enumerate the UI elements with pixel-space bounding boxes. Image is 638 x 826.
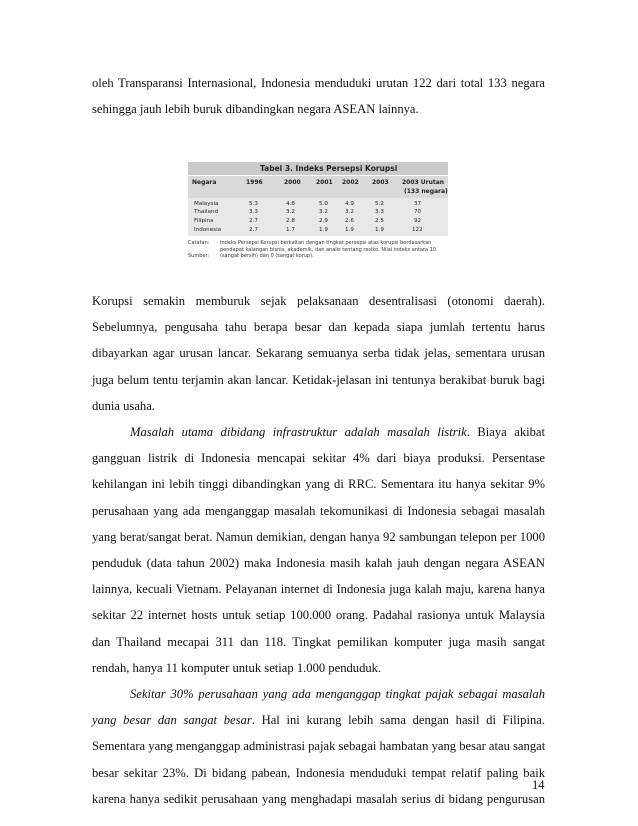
- cell-rank: 122: [412, 227, 423, 233]
- text-line: dan Thailand mecapai 311 dan 118. Tingkat pemilikan komputer juga masih sangat: [92, 634, 545, 649]
- cell-rank: 37: [414, 201, 422, 207]
- text-line: kehilangan ini lebih tinggi dibandingkan yang di RRC. Sementara itu hanya sekitar 9%: [92, 477, 545, 492]
- text-line: rendah, hanya 11 komputer untuk setiap 1.000 penduduk.: [92, 660, 382, 675]
- cell-rank: 92: [414, 218, 422, 224]
- cell-country: Indonesia: [194, 227, 222, 233]
- text-line: [92, 681, 545, 707]
- text-line: [92, 707, 545, 733]
- cell-value: 3.2: [345, 209, 354, 215]
- cell-value: 1.9: [319, 227, 328, 233]
- text-line: lainnya, kecuali Vietnam. Pelayanan internet di Indonesia juga kalah maju, karena hanya: [92, 582, 545, 597]
- header-2002: 2002: [342, 179, 359, 186]
- table-title: Tabel 3. Indeks Persepsi Korupsi: [188, 162, 448, 175]
- cell-value: 5.2: [375, 201, 384, 207]
- cell-value: 3.3: [249, 209, 258, 215]
- cell-rank: 70: [414, 209, 422, 215]
- header-2001: 2001: [316, 179, 333, 186]
- header-2003-urutan: 2003 Urutan: [402, 179, 445, 186]
- cell-value: 2.7: [249, 227, 258, 233]
- italic-phrase: yang besar dan sangat besar: [92, 713, 252, 728]
- text-line: juga belum tentu terjamin akan lancar. Ketidak-jelasan ini tentunya berakibat buruk bagi: [92, 372, 545, 387]
- page-number: 14: [532, 778, 545, 792]
- text-line: sehingga jauh lebih buruk dibandingkan negara ASEAN lainnya.: [92, 102, 419, 117]
- cell-value: 1.9: [345, 227, 354, 233]
- cell-value: 4.9: [345, 201, 354, 207]
- cell-value: 1.9: [375, 227, 384, 233]
- text-line: dibayarkan agar urusan lancar. Sekarang semuanya serba tidak jelas, sementara urusan: [92, 346, 545, 361]
- cell-value: 5.0: [319, 201, 328, 207]
- cell-value: 4.8: [286, 201, 295, 207]
- cell-country: Filipina: [194, 218, 214, 224]
- text-line: dunia usaha.: [92, 398, 155, 413]
- text-line: sekitar 22 internet hosts untuk setiap 100.000 orang. Padahal rasionya untuk Malaysia: [92, 608, 545, 623]
- text-run: . Biaya akibat: [466, 425, 545, 439]
- text-line: Korupsi semakin memburuk sejak pelaksanaan desentralisasi (otonomi daerah).: [92, 294, 545, 308]
- header-1996: 1996: [246, 179, 263, 186]
- cell-value: 2.5: [375, 218, 384, 224]
- italic-phrase: Sekitar 30% perusahaan yang ada menganggap tingkat pajak sebagai masalah: [130, 687, 545, 701]
- text-line: yang berat/sangat berat. Namun demikian, dengan hanya 92 sambungan telepon per 1000: [92, 529, 545, 544]
- text-line: besar sekitar 23%. Di bidang pabean, Indonesia menduduki tempat relatif paling baik: [92, 765, 545, 780]
- cell-country: Thailand: [194, 209, 219, 215]
- cell-value: 3.2: [286, 209, 295, 215]
- table-header-row: [188, 176, 448, 198]
- cell-value: 2.7: [249, 218, 258, 224]
- source-label: Sumber:: [188, 253, 210, 259]
- table-body: [188, 198, 448, 236]
- cell-value: 5.3: [249, 201, 258, 207]
- cell-value: 3.2: [319, 209, 328, 215]
- paragraph-pajak: [92, 681, 545, 812]
- corruption-index-table: [188, 162, 448, 270]
- paragraph-infrastruktur: [92, 419, 545, 681]
- cell-value: 1.7: [286, 227, 295, 233]
- note-label: Catatan:: [188, 240, 210, 246]
- paragraph-intro: [92, 70, 545, 122]
- note-text: Indeks Persepsi Korupsi berkaitan dengan tingkat persepsi atas korupsi berdasarkan pendapat kalangan bisnis, akademik, dan analis tentang resiko. Nilai indeks antara 10 (sangat bersih) dan 0 (sangat korup).: [220, 240, 437, 259]
- text-line: [92, 419, 545, 445]
- cell-country: Malaysia: [194, 201, 219, 207]
- header-sub: (133 negara): [404, 188, 448, 195]
- text-line: Sebelumnya, pengusaha tahu berapa besar dan kepada siapa jumlah tertentu harus: [92, 320, 545, 335]
- text-line: penduduk (data tahun 2002) maka Indonesia masih kalah jauh dengan negara ASEAN: [92, 555, 545, 570]
- text-line: Sementara yang menganggap administrasi pajak sebagai hambatan yang besar atau sangat: [92, 739, 546, 754]
- header-negara: Negara: [192, 179, 217, 186]
- cell-value: 2.8: [286, 218, 295, 224]
- text-line: oleh Transparansi Internasional, Indonesia menduduki urutan 122 dari total 133 negara: [92, 76, 545, 90]
- text-line: gangguan listrik di Indonesia mencapai sekitar 4% dari biaya produksi. Persentase: [92, 451, 545, 466]
- cell-value: 3.3: [375, 209, 384, 215]
- cell-value: 2.6: [345, 218, 354, 224]
- italic-phrase: Masalah utama dibidang infrastruktur adalah masalah listrik: [130, 425, 467, 439]
- text-line: karena hanya sedikit perusahaan yang menghadapi masalah serius di bidang pengurusan: [92, 791, 545, 806]
- header-2003: 2003: [372, 179, 389, 186]
- text-line: perusahaan yang ada menganggap masalah tekomunikasi di Indonesia sebagai masalah: [92, 503, 545, 518]
- text-run: . Hal ini kurang lebih sama dengan hasil di Filipina.: [251, 713, 545, 728]
- header-2000: 2000: [284, 179, 301, 186]
- paragraph-korupsi: [92, 288, 545, 419]
- cell-value: 2.9: [319, 218, 328, 224]
